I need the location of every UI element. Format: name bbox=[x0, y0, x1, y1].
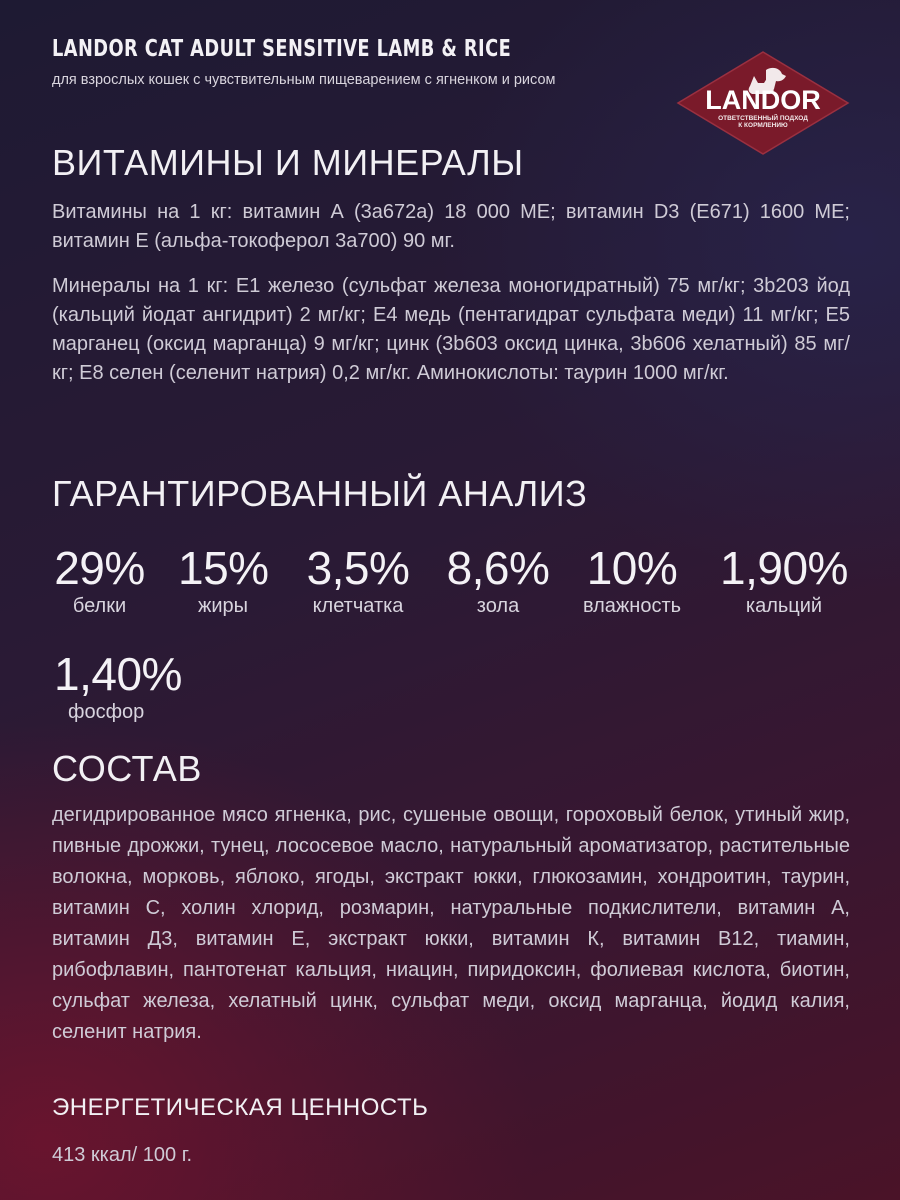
stat-moisture bbox=[572, 542, 692, 618]
stat-value: 1,40% bbox=[54, 648, 182, 700]
stat-label: фосфор bbox=[68, 701, 145, 723]
energy-heading: ЭНЕРГЕТИЧЕСКАЯ ЦЕННОСТЬ bbox=[52, 1094, 429, 1121]
product-subtitle: для взрослых кошек с чувствительным пищеварением с ягненком и рисом bbox=[52, 72, 556, 88]
product-title: LANDOR CAT ADULT SENSITIVE LAMB & RICE bbox=[52, 36, 512, 62]
minerals-text: Минералы на 1 кг: Е1 железо (сульфат железа моногидратный) 75 мг/кг; 3b203 йод (кальций йодат ангидрит) 2 мг/кг; Е4 медь (пентагидрат сульфата меди) 11 мг/кг; Е5 марганец (оксид марганца) 9 мг/кг; цинк (3b603 оксид цинка, 3b606 хелатный) 85 мг/кг; Е8 селен (селенит натрия) 0,2 мг/кг. Аминокислоты: таурин 1000 мг/кг. bbox=[52, 275, 850, 384]
stat-value: 15% bbox=[178, 542, 269, 594]
stat-fiber bbox=[302, 542, 414, 618]
logo-brand: LANDOR bbox=[705, 85, 821, 115]
stat-value: 3,5% bbox=[306, 542, 410, 594]
stat-label: белки bbox=[72, 595, 127, 617]
vitamins-text: Витамины на 1 кг: витамин А (3а672а) 18 000 МЕ; витамин D3 (Е671) 1600 МЕ; витамин Е (альфа-токоферол 3а700) 90 мг. bbox=[52, 201, 850, 252]
stat-calcium bbox=[718, 542, 850, 618]
stat-protein bbox=[52, 542, 147, 618]
stat-value: 1,90% bbox=[720, 542, 848, 594]
stat-label: клетчатка bbox=[312, 595, 404, 617]
stat-label: влажность bbox=[582, 595, 682, 617]
stat-phosphorus bbox=[52, 648, 184, 724]
composition-heading: СОСТАВ bbox=[52, 748, 202, 789]
stat-value: 8,6% bbox=[446, 542, 550, 594]
stat-ash bbox=[443, 542, 553, 618]
analysis-heading: ГАРАНТИРОВАННЫЙ АНАЛИЗ bbox=[52, 473, 588, 514]
stat-fat bbox=[178, 542, 268, 618]
energy-value: 413 ккал/ 100 г. bbox=[52, 1144, 193, 1166]
stat-value: 10% bbox=[586, 542, 678, 594]
stat-label: жиры bbox=[197, 595, 249, 617]
stat-value: 29% bbox=[54, 542, 145, 594]
stat-label: кальций bbox=[745, 595, 823, 617]
logo-tagline-2: К КОРМЛЕНИЮ bbox=[738, 122, 788, 129]
logo-tagline-1: ОТВЕТСТВЕННЫЙ ПОДХОД bbox=[718, 115, 808, 122]
vitamins-heading: ВИТАМИНЫ И МИНЕРАЛЫ bbox=[52, 142, 524, 183]
composition-text: дегидрированное мясо ягненка, рис, сушеные овощи, гороховый белок, утиный жир, пивные дрожжи, тунец, лососевое масло, натуральный ароматизатор, растительные волокна, морковь, яблоко, ягоды, экстракт юкки, глюкозамин, хондроитин, таурин, витамин С, холин хлорид, розмарин, натуральные подкислители, витамин А, витамин Д3, витамин Е, экстракт юкки, витамин К, витамин В12, тиамин, рибофлавин, пантотенат кальция, ниацин, пиридоксин, фолиевая кислота, биотин, сульфат железа, хелатный цинк, сульфат меди, оксид марганца, йодид калия, селенит натрия. bbox=[52, 804, 850, 1043]
landor-logo bbox=[676, 50, 850, 156]
stat-label: зола bbox=[476, 595, 520, 617]
